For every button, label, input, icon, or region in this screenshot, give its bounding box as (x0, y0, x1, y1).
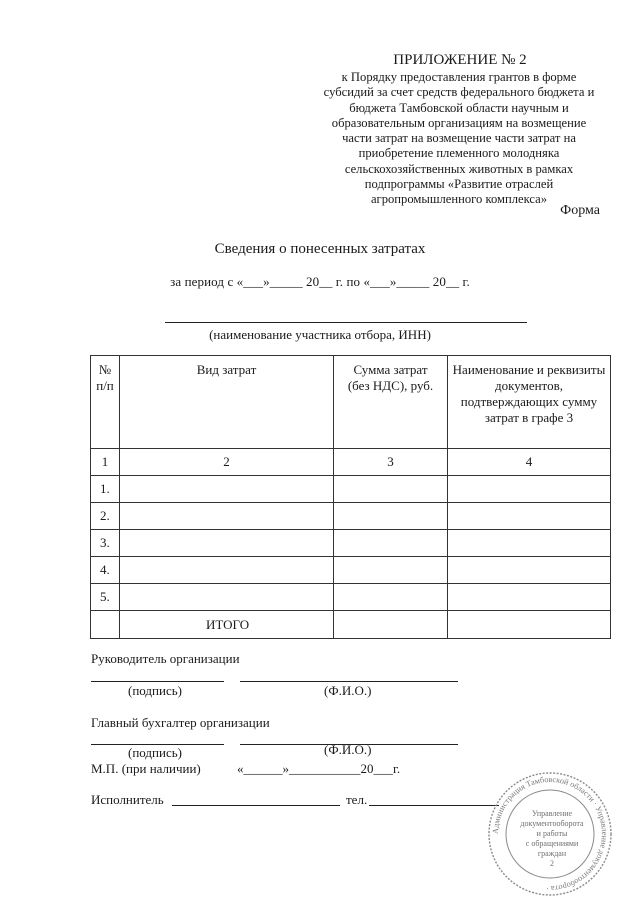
period-line: за период с «___»_____ 20__ г. по «___»_____ 20__ г. (170, 274, 470, 289)
official-stamp (486, 770, 614, 898)
column-number: 2 (120, 449, 334, 476)
row-number: 1. (91, 476, 120, 503)
appendix-line: субсидий за счет средств федерального бюджета и (323, 85, 595, 100)
chief-accountant-label: Главный бухгалтер организации (91, 715, 270, 730)
head-signature-caption: (подпись) (128, 683, 182, 698)
header-cell-expense-type: Вид затрат (120, 356, 334, 449)
table-cell (120, 584, 334, 611)
header-cell-amount: Сумма затрат (без НДС), руб. (334, 356, 448, 449)
column-number: 1 (91, 449, 120, 476)
executor-name-line (172, 805, 340, 806)
stamp-inner-line: с обращениями (525, 839, 579, 848)
total-row (91, 611, 611, 639)
head-name-line (240, 681, 458, 682)
header-cell-documents: Наименование и реквизиты документов, подтверждающих сумму затрат в графе 3 (448, 356, 611, 449)
table-row (91, 557, 611, 584)
accountant-name-caption: (Ф.И.О.) (324, 742, 372, 757)
table-cell (120, 557, 334, 584)
appendix-line: приобретение племенного молодняка (358, 146, 560, 161)
form-label: Форма (560, 203, 600, 218)
head-of-organization-label: Руководитель организации (91, 651, 240, 666)
table-cell (448, 530, 611, 557)
table-cell (448, 584, 611, 611)
appendix-line: образовательным организациям на возмещение (331, 115, 587, 130)
head-name-caption: (Ф.И.О.) (324, 683, 372, 698)
table-cell (334, 557, 448, 584)
row-number: 3. (91, 530, 120, 557)
row-number: 5. (91, 584, 120, 611)
table-header-row (91, 356, 611, 449)
row-number: 2. (91, 503, 120, 530)
table-cell (334, 611, 448, 639)
org-name-caption: (наименование участника отбора, ИНН) (209, 327, 431, 342)
table-row (91, 476, 611, 503)
table-cell (448, 503, 611, 530)
stamp-inner-line: Управление (531, 809, 573, 818)
table-cell (334, 503, 448, 530)
column-number: 3 (334, 449, 448, 476)
table-row (91, 584, 611, 611)
table-cell (334, 584, 448, 611)
seal-label: М.П. (при наличии) (91, 761, 201, 776)
stamp-inner-line: и работы (536, 829, 568, 838)
phone-line (369, 805, 499, 806)
expense-table (90, 355, 611, 639)
appendix-line: к Порядку предоставления грантов в форме (341, 70, 577, 84)
table-cell (120, 476, 334, 503)
table-cell (448, 476, 611, 503)
row-number: 4. (91, 557, 120, 584)
executor-label: Исполнитель (91, 792, 164, 807)
appendix-line: агропромышленного комплекса» (370, 192, 548, 207)
stamp-inner-line: документооборота (520, 819, 584, 828)
table-cell (334, 530, 448, 557)
table-row (91, 530, 611, 557)
head-signature-line (91, 681, 224, 682)
table-cell (120, 503, 334, 530)
table-cell (448, 557, 611, 584)
stamp-inner-line: граждан (537, 849, 567, 858)
table-cell (120, 530, 334, 557)
accountant-signature-caption: (подпись) (128, 745, 182, 760)
stamp-number: 2 (550, 859, 554, 868)
column-number: 4 (448, 449, 611, 476)
table-cell (334, 476, 448, 503)
appendix-description (318, 70, 600, 208)
column-number-row (91, 449, 611, 476)
org-name-underline (165, 322, 527, 323)
appendix-title: ПРИЛОЖЕНИЕ № 2 (393, 52, 527, 68)
total-label: ИТОГО (120, 611, 334, 639)
appendix-line: сельскохозяйственных животных в рамках (344, 161, 574, 176)
document-title: Сведения о понесенных затратах (214, 241, 426, 257)
appendix-line: части затрат на возмещение части затрат на (342, 131, 576, 146)
stamp-outer-text: Администрация Тамбовской области · Управление документооборота · (490, 774, 610, 894)
appendix-line: бюджета Тамбовской области научным и (349, 100, 569, 115)
table-cell (91, 611, 120, 639)
appendix-line: подпрограммы «Развитие отраслей (364, 177, 554, 192)
header-cell-number: № п/п (91, 356, 120, 449)
table-cell (448, 611, 611, 639)
signature-date-line: «______»___________20___г. (237, 761, 401, 776)
phone-label: тел. (346, 792, 368, 807)
table-row (91, 503, 611, 530)
